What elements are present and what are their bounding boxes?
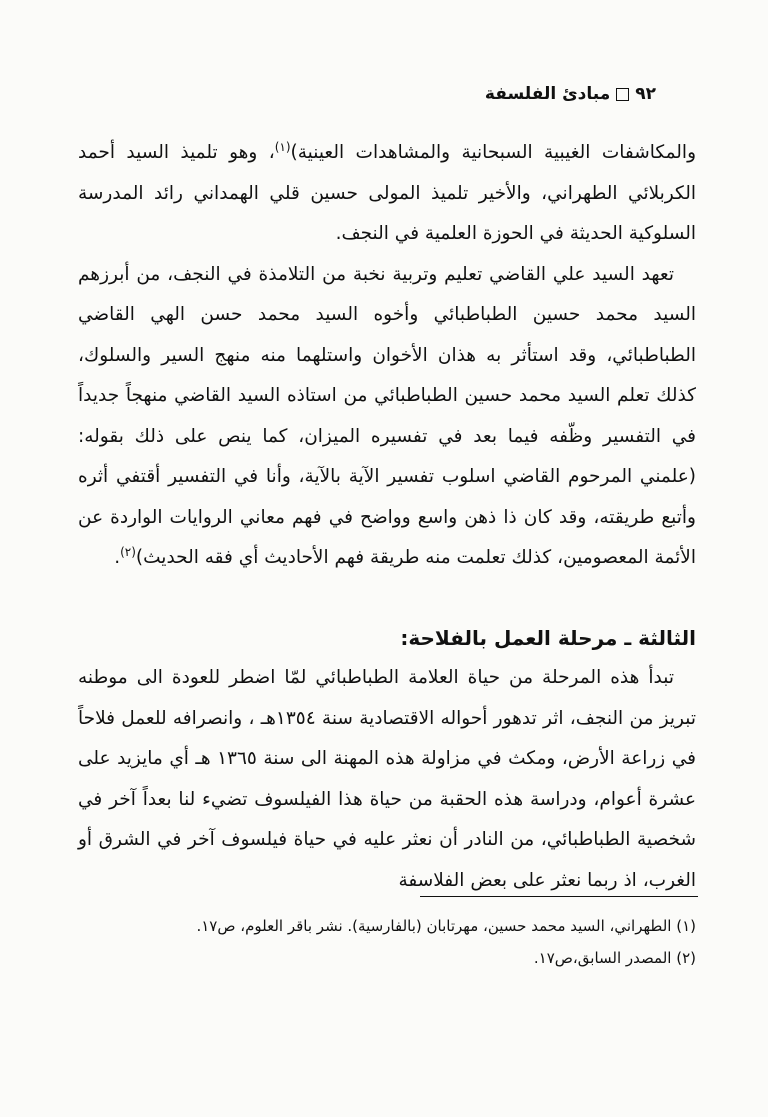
- footnote-divider: [420, 896, 698, 897]
- book-title: مبادئ الفلسفة: [484, 84, 611, 104]
- paragraph-2-text-a: تعهد السيد علي القاضي تعليم وتربية نخبة من التلامذة في النجف، من أبرزهم السيد محمد حسين الطباطبائي وأخوه السيد محمد حسن الهي القاضي الطباطبائي، وقد استأثر به هذان الأخوان واستلهما منه منهج السير والسلوك، كذلك تعلم السيد محمد حسين الطباطبائي من استاذه السيد القاضي منهجاً جديداً في التفسير وظّفه فيما بعد في تفسيره الميزان، كما ينص على ذلك بقوله: (علمني المرحوم القاضي اسلوب تفسير الآية بالآية، وأنا في التفسير أقتفي أثره وأتبع طريقته، وقد كان ذا ذهن واسع وواضح في فهم معاني الروايات الواردة عن الأئمة المعصومين، كذلك تعلمت منه طريقة فهم الأحاديث أي فقه الحديث): [78, 263, 696, 568]
- footnote-ref-2: (٢): [120, 544, 136, 559]
- page-header: [485, 84, 656, 104]
- square-icon: [616, 88, 629, 101]
- footnote-ref-1: (١): [274, 139, 291, 154]
- section-heading: الثالثة ـ مرحلة العمل بالفلاحة:: [400, 626, 696, 650]
- footnote-2: (٢) المصدر السابق،ص١٧.: [533, 949, 696, 967]
- main-text: [78, 133, 696, 579]
- paragraph-1-text-b: ، وهو تلميذ السيد أحمد الكربلائي الطهراني، والأخير تلميذ المولى حسين قلي الهمداني رائد المدرسة السلوكية الحديثة في الحوزة العلمية في النجف.: [78, 142, 696, 244]
- footnote-1: (١) الطهراني، السيد محمد حسين، مهرتابان (بالفارسية). نشر باقر العلوم، ص١٧.: [196, 917, 696, 935]
- section-farming: [78, 618, 696, 901]
- paragraph-2-text-b: .: [114, 547, 121, 568]
- paragraph-1: [78, 133, 696, 255]
- section-paragraph: تبدأ هذه المرحلة من حياة العلامة الطباطبائي لمّا اضطر للعودة الى موطنه تبريز من النجف، اثر تدهور أحواله الاقتصادية سنة ١٣٥٤هـ ، وانصرافه للعمل فلاحاً في زراعة الأرض، ومكث في مزاولة هذه المهنة الى سنة ١٣٦٥ هـ أي مايزيد على عشرة أعوام، ودراسة هذه الحقبة من حياة هذا الفيلسوف تضيء لنا بعداً آخر في شخصية الطباطبائي، من النادر أن نعثر عليه في حياة فيلسوف آخر في الشرق أو الغرب، اذ ربما نعثر على بعض الفلاسفة: [78, 667, 696, 891]
- page-number: ٩٢: [635, 84, 656, 104]
- paragraph-2: [78, 255, 696, 579]
- paragraph-1-text-a: والمكاشفات الغيبية السبحانية والمشاهدات العينية): [290, 142, 697, 163]
- footnotes: [78, 910, 696, 974]
